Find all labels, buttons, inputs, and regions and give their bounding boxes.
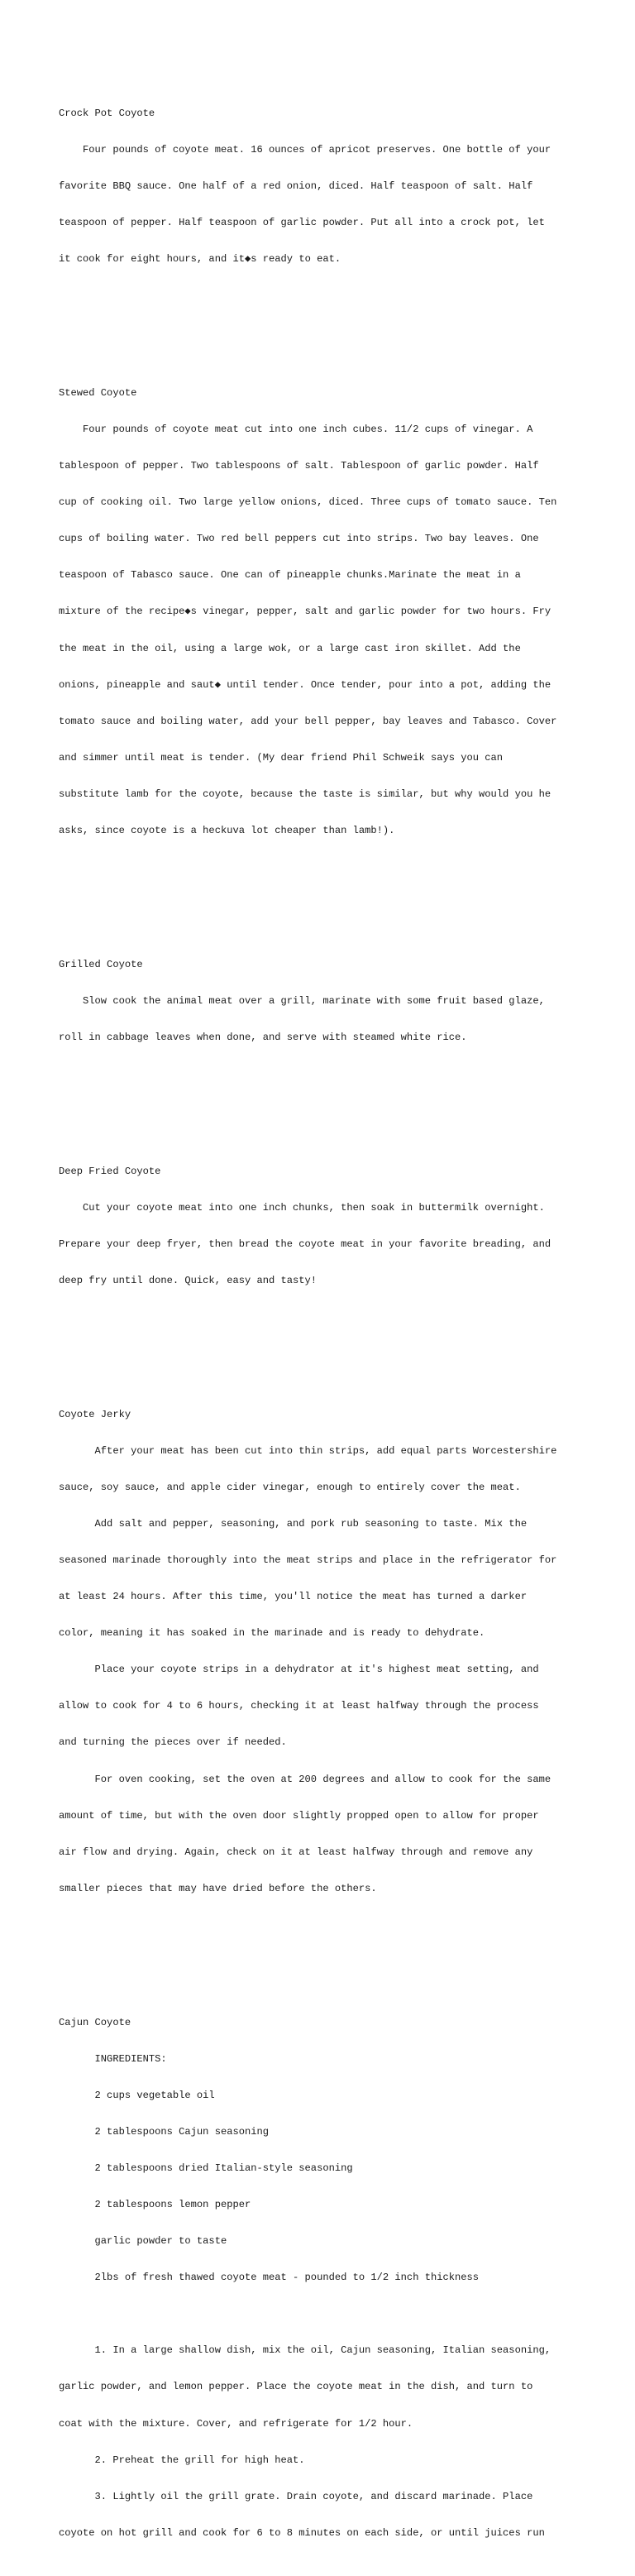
section-gap — [59, 314, 588, 327]
text-line: tomato sauce and boiling water, add your bell pepper, bay leaves and Tabasco. Cover — [59, 715, 557, 727]
text-line: mixture of the recipe◆s vinegar, pepper, salt and garlic powder for two hours. Fry — [59, 606, 551, 618]
blank-line — [59, 2308, 588, 2320]
text-line: For oven cooking, set the oven at 200 degrees and allow to cook for the same — [59, 1773, 551, 1785]
text-line: favorite BBQ sauce. One half of a red onion, diced. Half teaspoon of salt. Half — [59, 180, 533, 192]
text-line: Cut your coyote meat into one inch chunks, then soak in buttermilk overnight. — [59, 1201, 545, 1214]
ingredients-heading: INGREDIENTS: — [59, 2052, 167, 2065]
step-line: 2. Preheat the grill for high heat. — [59, 2454, 305, 2466]
text-line: smaller pieces that may have dried before the others. — [59, 1882, 377, 1894]
text-line: Slow cook the animal meat over a grill, marinate with some fruit based glaze, — [59, 994, 545, 1007]
text-line: and turning the pieces over if needed. — [59, 1736, 287, 1749]
text-line: air flow and drying. Again, check on it at least halfway through and remove any — [59, 1846, 533, 1858]
text-line: it cook for eight hours, and it◆s ready to eat. — [59, 253, 341, 266]
text-line: cups of boiling water. Two red bell peppers cut into strips. Two bay leaves. One — [59, 533, 539, 545]
step-line: 3. Lightly oil the grill grate. Drain coyote, and discard marinade. Place — [59, 2490, 533, 2502]
ingredient-item: 2 cups vegetable oil — [59, 2089, 215, 2101]
text-line: After your meat has been cut into thin strips, add equal parts Worcestershire — [59, 1444, 557, 1457]
text-line: deep fry until done. Quick, easy and tasty! — [59, 1274, 318, 1286]
text-line: allow to cook for 4 to 6 hours, checking it at least halfway through the process — [59, 1700, 539, 1712]
section-deep-fried-coyote — [59, 1141, 588, 1311]
text-line: color, meaning it has soaked in the marinade and is ready to dehydrate. — [59, 1627, 485, 1640]
text-line: tablespoon of pepper. Two tablespoons of salt. Tablespoon of garlic powder. Half — [59, 460, 539, 472]
step-line: coyote on hot grill and cook for 6 to 8 minutes on each side, or until juices run — [59, 2526, 545, 2539]
step-line: 1. In a large shallow dish, mix the oil, Cajun seasoning, Italian seasoning, — [59, 2344, 551, 2357]
text-line: seasoned marinade thoroughly into the meat strips and place in the refrigerator for — [59, 1554, 557, 1566]
text-line: Four pounds of coyote meat. 16 ounces of apricot preserves. One bottle of your — [59, 143, 551, 156]
section-gap — [59, 1943, 588, 1956]
section-title: Grilled Coyote — [59, 958, 143, 970]
ingredient-item: garlic powder to taste — [59, 2235, 227, 2248]
section-grilled-coyote — [59, 934, 588, 1068]
ingredient-item: 2 tablespoons lemon pepper — [59, 2198, 251, 2210]
text-line: Prepare your deep fryer, then bread the coyote meat in your favorite breading, and — [59, 1238, 551, 1250]
text-line: cup of cooking oil. Two large yellow onions, diced. Three cups of tomato sauce. Ten — [59, 496, 557, 509]
section-stewed-coyote — [59, 362, 588, 861]
text-line: roll in cabbage leaves when done, and serve with steamed white rice. — [59, 1031, 467, 1043]
text-line: Place your coyote strips in a dehydrator at it's highest meat setting, and — [59, 1664, 539, 1676]
text-line: at least 24 hours. After this time, you'll notice the meat has turned a darker — [59, 1591, 528, 1603]
text-line: substitute lamb for the coyote, because the taste is similar, but why would you he — [59, 788, 551, 800]
section-crock-pot-coyote — [59, 83, 588, 290]
text-line: the meat in the oil, using a large wok, or a large cast iron skillet. Add the — [59, 642, 521, 654]
text-line: teaspoon of Tabasco sauce. One can of pineapple chunks.Marinate the meat in a — [59, 569, 521, 582]
step-line: garlic powder, and lemon pepper. Place the coyote meat in the dish, and turn to — [59, 2381, 533, 2393]
text-line: and simmer until meat is tender. (My dear friend Phil Schweik says you can — [59, 751, 504, 764]
section-gap — [59, 1335, 588, 1348]
ingredient-item: 2 tablespoons dried Italian-style seasoning — [59, 2162, 353, 2174]
section-title: Stewed Coyote — [59, 386, 137, 399]
text-line: amount of time, but with the oven door slightly propped open to allow for proper — [59, 1809, 539, 1822]
text-line: onions, pineapple and saut◆ until tender. Once tender, pour into a pot, adding the — [59, 678, 551, 691]
section-coyote-jerky — [59, 1384, 588, 1919]
text-line: Four pounds of coyote meat cut into one inch cubes. 11/2 cups of vinegar. A — [59, 423, 533, 435]
text-line: teaspoon of pepper. Half teaspoon of garlic powder. Put all into a crock pot, let — [59, 217, 545, 229]
step-line: coat with the mixture. Cover, and refrigerate for 1/2 hour. — [59, 2417, 413, 2430]
section-gap — [59, 1092, 588, 1104]
section-gap — [59, 886, 588, 898]
text-line: sauce, soy sauce, and apple cider vinegar, enough to entirely cover the meat. — [59, 1481, 521, 1493]
document-page — [59, 59, 588, 2576]
ingredient-item: 2lbs of fresh thawed coyote meat - pounded to 1/2 inch thickness — [59, 2272, 480, 2284]
section-title: Crock Pot Coyote — [59, 107, 155, 119]
text-line: asks, since coyote is a heckuva lot cheaper than lamb!). — [59, 825, 395, 837]
text-line: Add salt and pepper, seasoning, and pork rub seasoning to taste. Mix the — [59, 1517, 528, 1530]
ingredient-item: 2 tablespoons Cajun seasoning — [59, 2125, 270, 2138]
section-title: Cajun Coyote — [59, 2016, 131, 2028]
section-title: Deep Fried Coyote — [59, 1165, 161, 1177]
section-cajun-coyote — [59, 1992, 588, 2564]
section-title: Coyote Jerky — [59, 1408, 131, 1420]
